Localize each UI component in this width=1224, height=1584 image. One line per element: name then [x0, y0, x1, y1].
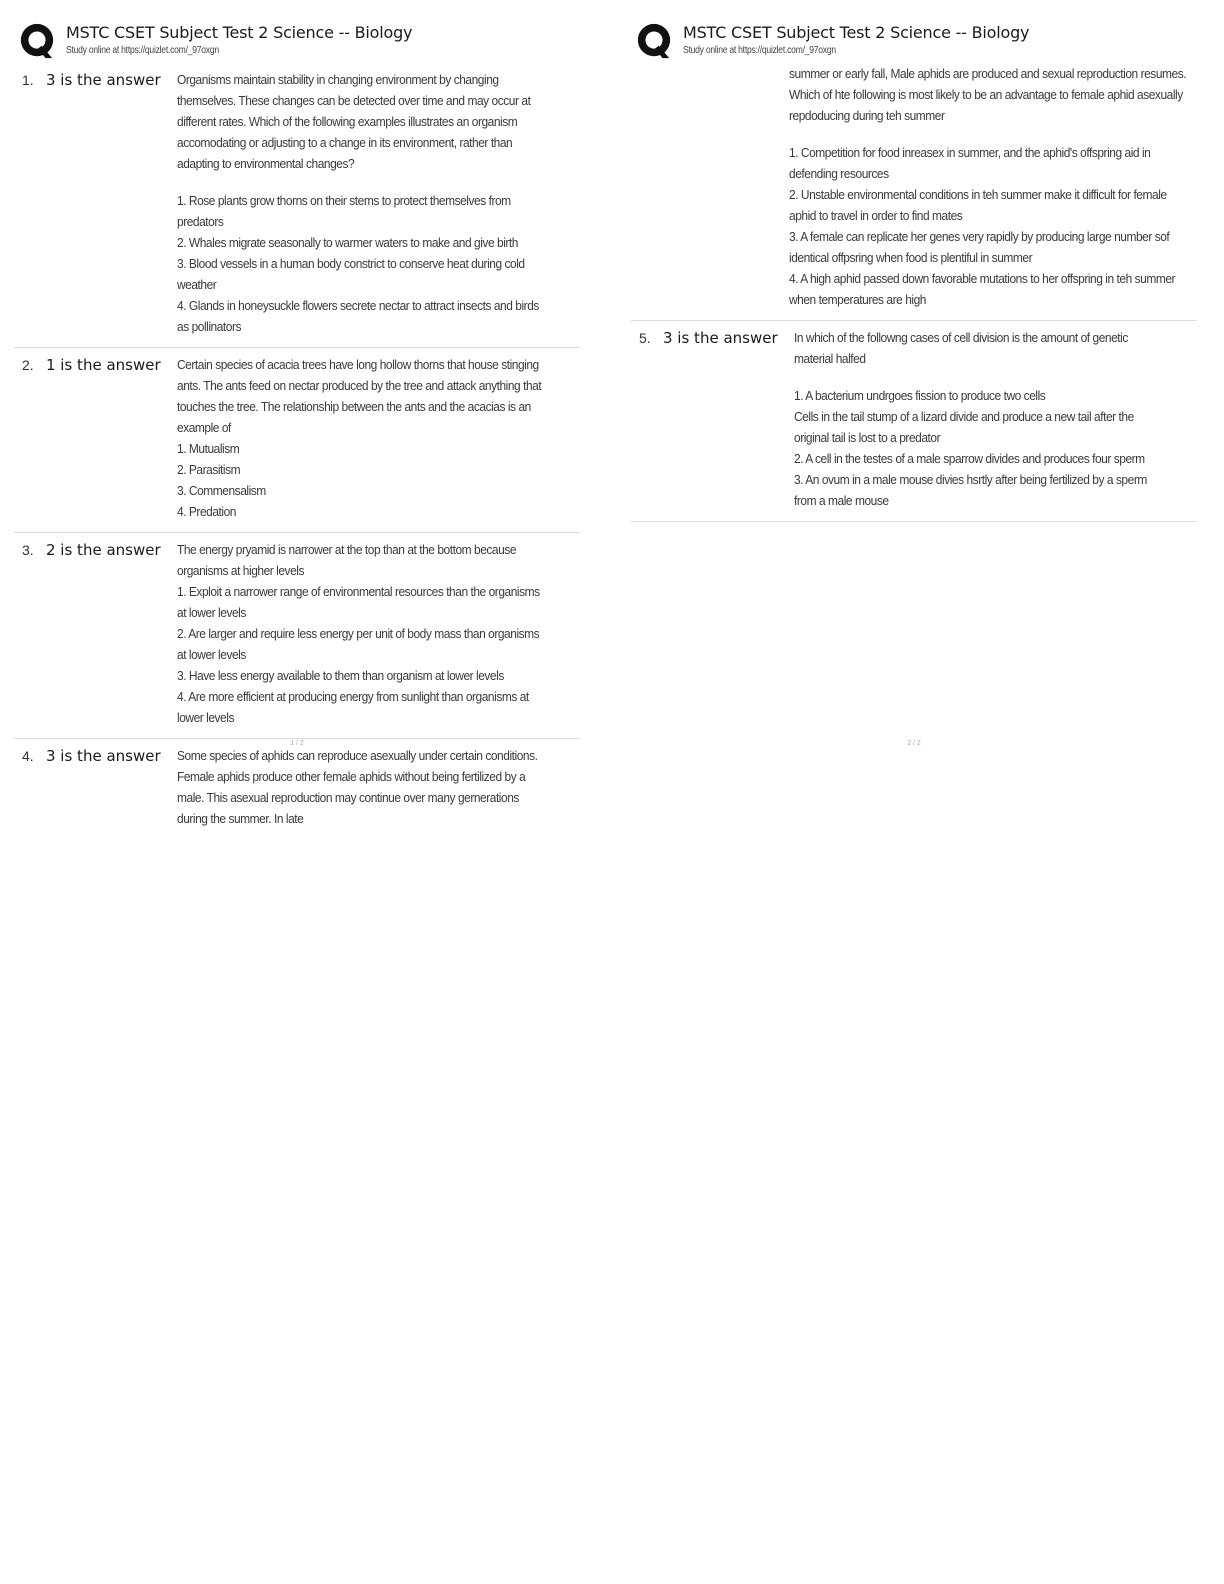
question-item — [14, 348, 580, 533]
quizlet-logo-icon — [635, 22, 673, 60]
question-body — [794, 327, 1165, 511]
option: 1. Rose plants grow thorns on their stems to protect themselves from predators — [177, 193, 511, 229]
question-text: The energy pryamid is narrower at the top than at the bottom because organisms at higher levels — [177, 542, 517, 578]
question-item — [14, 533, 580, 739]
question-number: 1. — [22, 72, 34, 88]
question-text: Some species of aphids can reproduce asexually under certain conditions. Female aphids produce other female aphids without being fertilized by a male. This asexual reproduction may continue over many gernerations during the summer. In late — [177, 748, 538, 826]
page-2 — [631, 18, 1197, 753]
question-item — [14, 739, 580, 839]
question-text: Organisms maintain stability in changing environment by changing themselves. These changes can be detected over time and may occur at different rates. Which of the following examples illustrates an organism accomodating or adjusting to a change in its environment, rather than adapting to environmental changes? — [177, 72, 531, 171]
answer-text: 2 is the answer — [46, 541, 161, 559]
option: 3. Blood vessels in a human body constrict to conserve heat during cold weather — [177, 256, 525, 292]
document-title: MSTC CSET Subject Test 2 Science -- Biology — [683, 23, 1030, 42]
page-1 — [14, 18, 580, 826]
page-footer: 2 / 2 — [907, 740, 921, 747]
document-title: MSTC CSET Subject Test 2 Science -- Biology — [66, 23, 413, 42]
option: 1. Exploit a narrower range of environmental resources than the organisms at lower levels — [177, 584, 540, 620]
option: 3. A female can replicate her genes very rapidly by producing large number sof identical offpsring when food is plentiful in summer — [789, 229, 1170, 265]
option: 3. Have less energy available to them than organism at lower levels — [177, 668, 504, 683]
question-text: summer or early fall, Male aphids are produced and sexual reproduction resumes. Which of hte following is most likely to be an advantage to female aphid asexually repdoducing during teh summer — [789, 66, 1187, 123]
answer-text: 3 is the answer — [46, 747, 161, 765]
option: 2. Unstable environmental conditions in teh summer make it difficult for female aphid to travel in order to find mates — [789, 187, 1167, 223]
answer-text: 3 is the answer — [663, 329, 778, 347]
page-header — [631, 18, 1197, 63]
question-text: In which of the followng cases of cell division is the amount of genetic material halfed — [794, 330, 1128, 366]
question-number: 4. — [22, 748, 34, 764]
option: Cells in the tail stump of a lizard divide and produce a new tail after the original tail is lost to a predator — [794, 409, 1134, 445]
quizlet-logo-icon — [18, 22, 56, 60]
option: 2. Are larger and require less energy per unit of body mass than organisms at lower levels — [177, 626, 540, 662]
answer-text: 3 is the answer — [46, 71, 161, 89]
question-number: 3. — [22, 542, 34, 558]
question-body — [177, 539, 548, 728]
question-body — [177, 354, 548, 522]
question-body — [177, 69, 548, 337]
question-item — [14, 63, 580, 348]
option: 2. A cell in the testes of a male sparrow divides and produces four sperm — [794, 451, 1145, 466]
option: 4. A high aphid passed down favorable mutations to her offspring in teh summer when temperatures are high — [789, 271, 1176, 307]
option: 3. An ovum in a male mouse divies hsrtly after being fertilized by a sperm from a male mouse — [794, 472, 1147, 508]
question-number: 2. — [22, 357, 34, 373]
option: 4. Are more efficient at producing energy from sunlight than organisms at lower levels — [177, 689, 529, 725]
option: 1. Mutualism — [177, 441, 240, 456]
question-body — [177, 745, 548, 829]
option: 1. A bacterium undrgoes fission to produce two cells — [794, 388, 1046, 403]
question-text: Certain species of acacia trees have long hollow thorns that house stinging ants. The ants feed on nectar produced by the tree and attack anything that touches the tree. The relationship between the ants and the acacias is an example of — [177, 357, 542, 435]
answer-text: 1 is the answer — [46, 356, 161, 374]
study-link[interactable]: Study online at https://quizlet.com/_97oxgn — [66, 45, 219, 56]
option: 2. Parasitism — [177, 462, 241, 477]
question-item — [631, 321, 1197, 522]
question-number: 5. — [639, 330, 651, 346]
study-link[interactable]: Study online at https://quizlet.com/_97oxgn — [683, 45, 836, 56]
option: 4. Predation — [177, 504, 236, 519]
option: 3. Commensalism — [177, 483, 266, 498]
page-footer: 1 / 2 — [290, 740, 304, 747]
option: 4. Glands in honeysuckle flowers secrete nectar to attract insects and birds as pollinators — [177, 298, 539, 334]
page-header — [14, 18, 580, 63]
option: 2. Whales migrate seasonally to warmer waters to make and give birth — [177, 235, 518, 250]
question-continuation — [631, 63, 1197, 321]
option: 1. Competition for food inreasex in summer, and the aphid's offspring aid in defending resources — [789, 145, 1151, 181]
